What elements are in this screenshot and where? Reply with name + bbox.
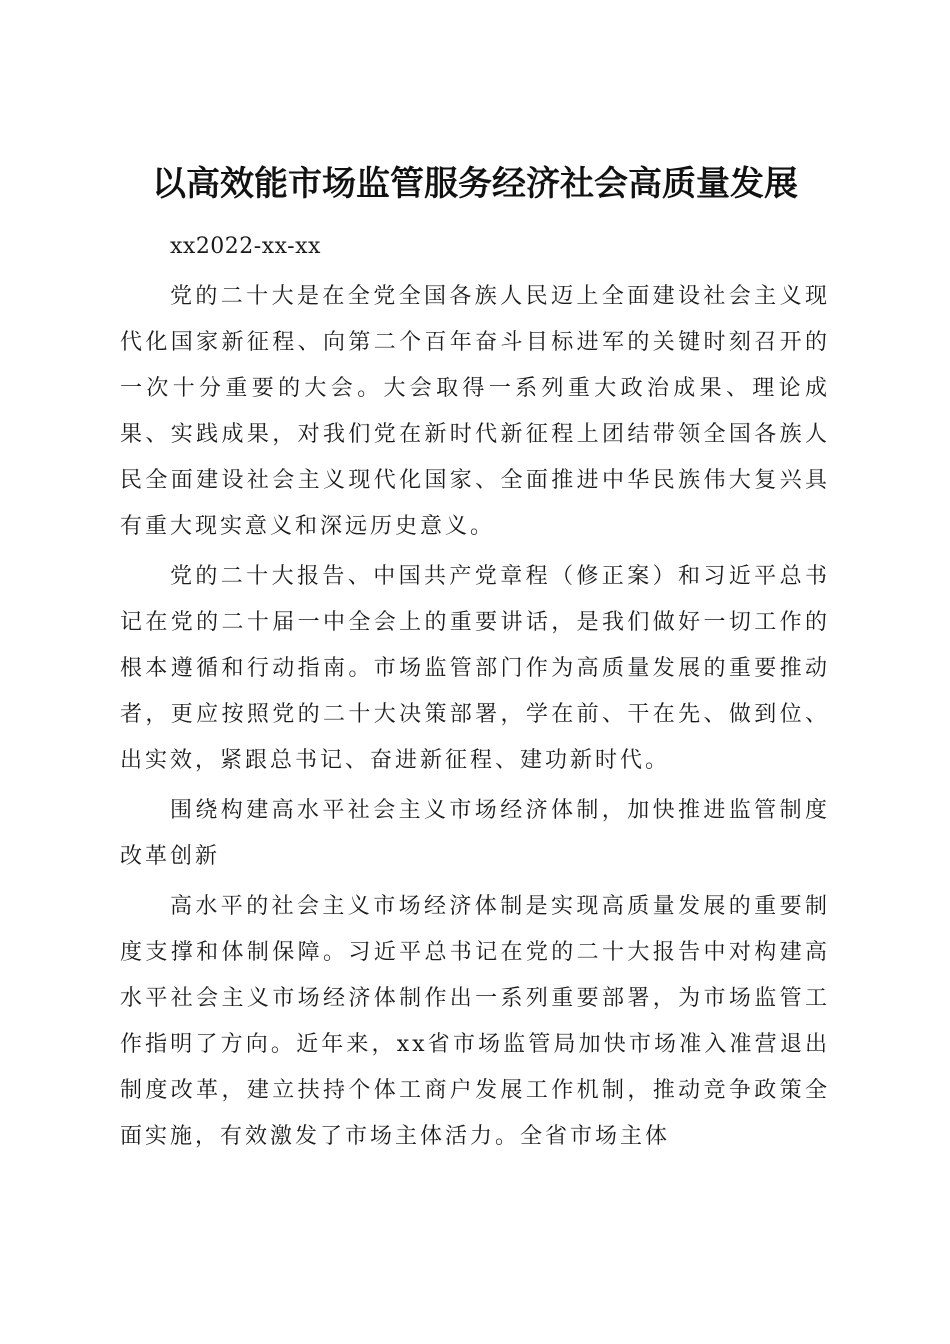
section-heading: 围绕构建高水平社会主义市场经济体制，加快推进监管制度改革创新 xyxy=(120,798,830,869)
paragraph-1: 党的二十大是在全党全国各族人民迈上全面建设社会主义现代化国家新征程、向第二个百年奋斗目标进军的关键时刻召开的一次十分重要的大会。大会取得一系列重大政治成果、理论成果、实践成果，对我们党在新时代新征程上团结带领全国各族人民全面建设社会主义现代化国家、全面推进中华民族伟大复兴具有重大现实意义和深远历史意义。 xyxy=(120,284,830,539)
document-body xyxy=(120,224,830,1160)
paragraph-3: 高水平的社会主义市场经济体制是实现高质量发展的重要制度支撑和体制保障。习近平总书记在党的二十大报告中对构建高水平社会主义市场经济体制作出一系列重要部署，为市场监管工作指明了方向。近年来，xx省市场监管局加快市场准入准营退出制度改革，建立扶持个体工商户发展工作机制，推动竞争政策全面实施，有效激发了市场主体活力。全省市场主体 xyxy=(120,894,830,1149)
paragraph-2: 党的二十大报告、中国共产党章程（修正案）和习近平总书记在党的二十届一中全会上的重要讲话，是我们做好一切工作的根本遵循和行动指南。市场监管部门作为高质量发展的重要推动者，更应按照党的二十大决策部署，学在前、干在先、做到位、出实效，紧跟总书记、奋进新征程、建功新时代。 xyxy=(120,564,830,773)
document-title: 以高效能市场监管服务经济社会高质量发展 xyxy=(152,163,798,204)
document-date: xx2022-xx-xx xyxy=(170,234,321,259)
